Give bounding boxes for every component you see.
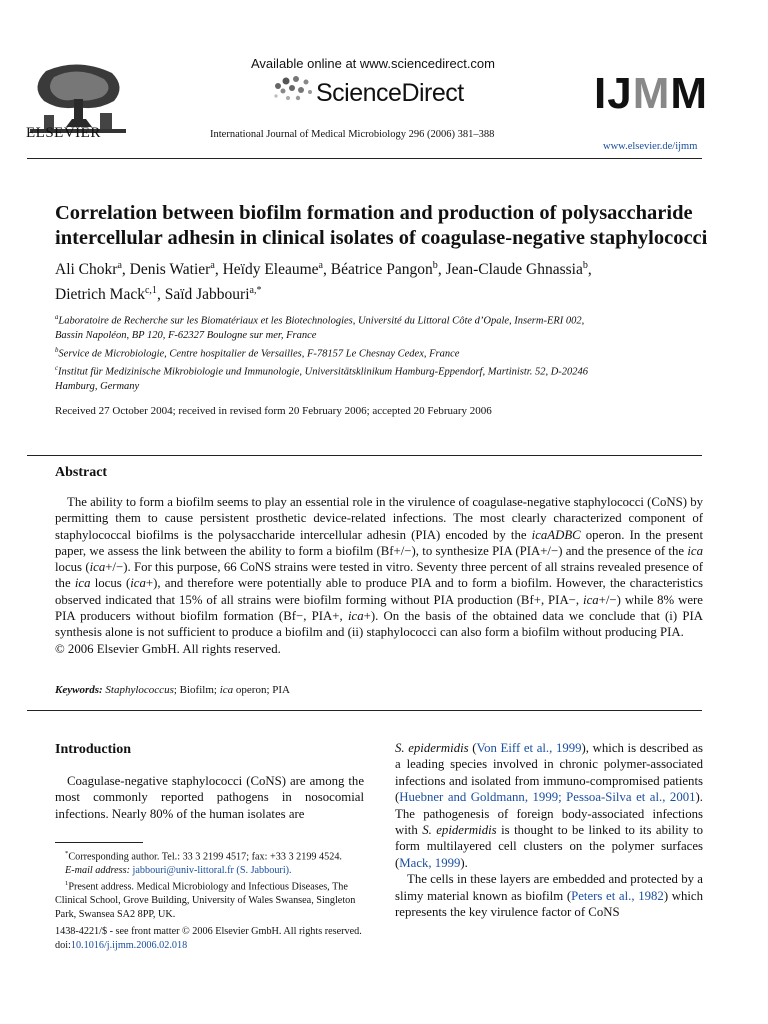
author-name: Jean-Claude Ghnassia (445, 261, 583, 279)
journal-logo: IJMM (594, 69, 709, 118)
publisher-name: ELSEVIER (26, 125, 101, 141)
front-matter: 1438-4221/$ - see front matter © 2006 Elsevier GmbH. All rights reserved. doi:10.1016/j.ijmm.2006.02.018 (55, 926, 362, 951)
email-link[interactable]: jabbouri@univ-littoral.fr (S. Jabbouri). (132, 864, 292, 876)
received-dates: Received 27 October 2004; received in revised form 20 February 2006; accepted 20 February 2006 (55, 405, 492, 417)
reference-link[interactable]: Peters et al., 1982 (571, 888, 664, 903)
keywords: Keywords: Staphylococcus; Biofilm; ica operon; PIA (55, 684, 290, 696)
abstract-heading: Abstract (55, 465, 108, 480)
intro-right-column: S. epidermidis (Von Eiff et al., 1999), which is described as a leading species involved in chronic polymer-associated infections and isolated from immuno-compromised patients (Huebner and Goldmann, 1999; Pessoa-Silva et al., 2001). The pathogenesis of foreign body-associated infections with S. epidermidis is thought to be linked to its ability to form multilayered cell clusters on the polymer surfaces (Mack, 1999). The cells in these layers are embedded and protected by a slimy material known as biofilm (Peters et al., 1982) which represents the key virulence factor of CoNS (395, 741, 704, 920)
affiliations: $^a$Laboratoire de Recherche sur les Biomatériaux et les Biotechnologies, Université du Littoral Côte d’Opale, Inserm-ERI 002, Bassin Napoléon, BP 120, F-62327 Boulogne sur mer, France $^b$Service de Microbiologie, Centre hospitalier de Versailles, F-78157 Le Chesnay Cedex, France $^c$Institut für Medizinische Mikrobiologie und Immunologie, Universitätsklinikum Hamburg-Eppendorf, Martinistr. 52, D-20246 Hamburg, Germany (55, 314, 589, 392)
header-rule (27, 158, 702, 159)
journal-url-link[interactable]: www.elsevier.de/ijmm (603, 141, 698, 152)
doi-link[interactable]: 10.1016/j.ijmm.2006.02.018 (70, 939, 188, 951)
reference-link[interactable]: Mack, 1999 (399, 855, 461, 870)
author-name: Ali Chokr (55, 261, 118, 279)
sciencedirect-dots-icon (270, 74, 316, 104)
author-name: Heïdy Eleaume (222, 261, 319, 279)
available-online-text: Available online at www.sciencedirect.com (251, 56, 495, 71)
author-name: Béatrice Pangon (330, 261, 433, 279)
author-list: Ali Chokr$^a$, Denis Watier$^a$, Heïdy Eleaume$^a$, Béatrice Pangon$^b$, Jean-Claude Ghnassia$^b$, Dietrich Mack$^{c,1}$, Saïd Jabbouri$^{a,*}$ (55, 260, 592, 304)
author-name: Denis Watier (129, 261, 211, 279)
intro-left-column: Coagulase-negative staphylococci (CoNS) are among the most commonly reported pathogens in nosocomial infections. Nearly 80% of the human isolates are (55, 774, 364, 821)
reference-link[interactable]: Huebner and Goldmann, 1999; Pessoa-Silva et al., 2001 (399, 790, 696, 805)
footnote-rule (55, 842, 143, 843)
article-title: Correlation between biofilm formation and production of polysaccharide intercellular adhesin in clinical isolates of coagulase-negative staphylococci (55, 202, 708, 249)
abstract-top-rule (27, 455, 702, 456)
sciencedirect-wordmark: ScienceDirect (316, 79, 464, 107)
reference-link[interactable]: Von Eiff et al., 1999 (476, 741, 582, 755)
footnotes: *Corresponding author. Tel.: 33 3 2199 4517; fax: +33 3 2199 4524. E-mail address: jabbouri@univ-littoral.fr (S. Jabbouri). $^1$Present address. Medical Microbiology and Infectious Diseases, The Clinical School, Grove Building, University of Wales Swansea, Singleton Park, Swansea SA2 8PP, UK. (55, 850, 356, 920)
journal-citation: International Journal of Medical Microbiology 296 (2006) 381–388 (210, 129, 495, 140)
introduction-heading: Introduction (55, 742, 131, 757)
abstract-copyright: © 2006 Elsevier GmbH. All rights reserved. (55, 641, 281, 656)
author-name: Saïd Jabbouri (164, 286, 250, 304)
abstract-body: The ability to form a biofilm seems to play an essential role in the virulence of coagulase-negative staphylococci (CoNS) by permitting them to cause persistent prosthetic device-related infections. The most clearly characterized component of staphylococcal biofilms is the polysaccharide intercellular adhesin (PIA) encoded by the icaADBC operon. In the present paper, we assess the link between the ability to form a biofilm (Bf+/−), to synthesize PIA (PIA+/−) and the presence of the ica locus (ica+/−). For this purpose, 66 CoNS strains were tested in vitro. Seventy three percent of all strains revealed presence of the ica locus (ica+), and therefore were potentially able to produce PIA and to form a biofilm. However, the characteristics observed indicated that 15% of all strains were biofilm forming without PIA production (Bf+, PIA−, ica+/−) while 8% were PIA producers without biofilm formation (Bf−, PIA+, ica+). On the basis of the obtained data we conclude that (i) PIA synthesis alone is not sufficient to produce a biofilm and (ii) staphylococci can also form a biofilm without producing PIA. © 2006 Elsevier GmbH. All rights reserved. (55, 495, 703, 656)
abstract-bottom-rule (27, 710, 702, 711)
author-name: Dietrich Mack (55, 286, 145, 304)
